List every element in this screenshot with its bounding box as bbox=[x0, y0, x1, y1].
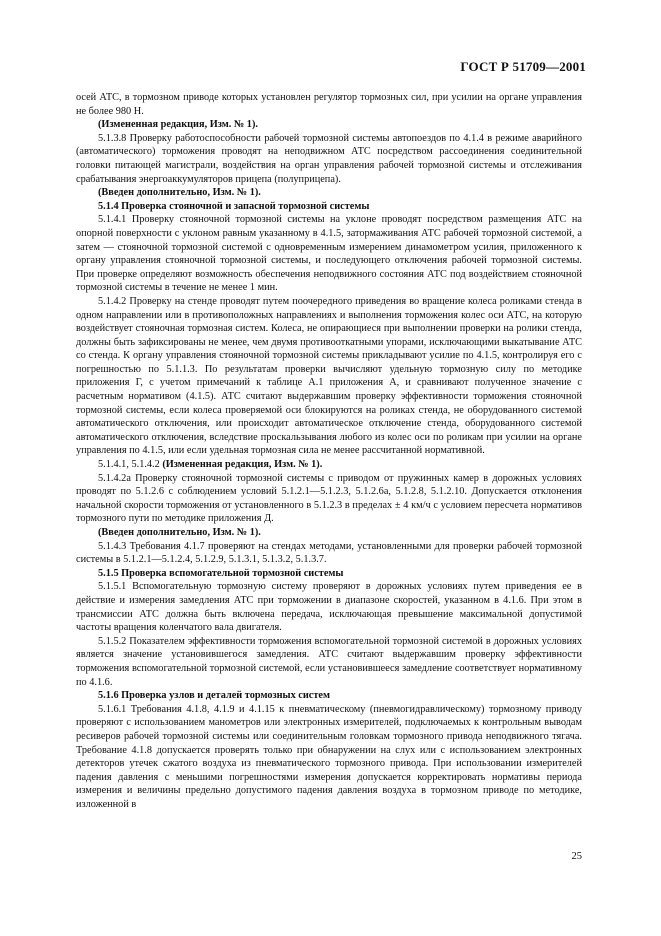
body-paragraph: 5.1.4.3 Требования 4.1.7 проверяют на стендах методами, установленными для проверки рабочей тормозной системы в 5.1.2.1—5.1.2.4, 5.1.2.9, 5.1.3.1, 5.1.3.2, 5.1.3.7. bbox=[76, 540, 582, 566]
amendment-label: (Измененная редакция, Изм. № 1). bbox=[162, 459, 323, 471]
amendment-clauses: 5.1.4.1, 5.1.4.2 bbox=[98, 459, 163, 471]
body-paragraph: 5.1.3.8 Проверку работоспособности рабочей тормозной системы автопоездов по 4.1.4 в режиме аварийного (автоматического) торможения проводят на неподвижном АТС посредством рассоединения соединительной головки питающей магистрали, воздействия на орган управления рабочей тормозной системы и отслеживания срабатывания энергоаккумуляторов прицепа (полуприцепа). bbox=[76, 132, 582, 185]
document-body bbox=[76, 91, 582, 811]
body-paragraph: 5.1.5.1 Вспомогательную тормозную систему проверяют в дорожных условиях путем приведения ее в действие и измерения замедления АТС при торможении в диапазоне скоростей, указанном в 4.1.6. При этом в трансмиссии АТС должна быть включена передача, исключающая превышение максимальной допустимой частоты вращения коленчатого вала двигателя. bbox=[76, 581, 582, 634]
bold-paragraph: 5.1.4 Проверка стояночной и запасной тормозной системы bbox=[98, 200, 370, 212]
amendment-note bbox=[76, 458, 582, 472]
bold-paragraph: 5.1.6 Проверка узлов и деталей тормозных систем bbox=[98, 690, 331, 702]
body-paragraph: 5.1.5.2 Показателем эффективности торможения вспомогательной тормозной системой в дорожных условиях является значение установившегося замедления. АТС считают выдержавшим проверку эффективности торможения вспомогательной тормозной системой, если установившееся замедление соответствует нормативному по 4.1.6. bbox=[76, 635, 582, 688]
body-paragraph: осей АТС, в тормозном приводе которых установлен регулятор тормозных сил, при усилии на органе управления не более 980 Н. bbox=[76, 92, 582, 117]
body-paragraph: 5.1.4.2 Проверку на стенде проводят путем поочередного приведения во вращение колеса роликами стенда в одном направлении или в противоположных направлениях и выполнения торможения колес оси АТС, на которую воздействует стояночная тормозная систем. Колеса, не опирающиеся при выполнении проверки на ролики стенда, должны быть зафиксированы не менее, чем двумя противооткатными упорами, исключающими выкатывание АТС со стенда. К органу управления стояночной тормозной системы прикладывают усилие по 4.1.5, контролируя его с погрешностью по 5.1.1.3. По результатам проверки вычисляют удельную тормозную силу по методике приложения Г, с учетом примечаний к таблице А.1 приложения А, и сравнивают полученное значение с расчетным нормативом (4.1.5). АТС считают выдержавшим проверку эффективности торможения стояночной тормозной системы, если колеса проверяемой оси блокируются на роликах стенда, не оборудованного системой автоматического отключения, или происходит автоматическое отключение стенда, оборудованного системой автоматического отключения, вследствие проскальзывания любого из колес оси по роликам при усилии на органе управления по 4.1.5, или если удельная тормозная сила не менее рассчитанной нормативной. bbox=[76, 295, 582, 457]
standard-header: ГОСТ Р 51709—2001 bbox=[460, 59, 586, 74]
bold-paragraph: (Измененная редакция, Изм. № 1). bbox=[98, 119, 258, 131]
bold-paragraph: (Введен дополнительно, Изм. № 1). bbox=[98, 527, 261, 538]
body-paragraph: 5.1.4.1 Проверку стояночной тормозной системы на уклоне проводят посредством размещения АТС на опорной поверхности с уклоном равным указанному в 4.1.5, затормаживания АТС рабочей тормозной системой, а затем — стояночной тормозной системой с одновременным измерением динамометром усилия, приложенного к органу управления стояночной тормозной системы, и последующего отключения рабочей тормозной системы. При проверке определяют возможность обеспечения неподвижного состояния АТС под воздействием стояночной тормозной системы в течение не менее 1 мин. bbox=[76, 214, 582, 294]
page-number: 25 bbox=[571, 851, 582, 862]
bold-paragraph: (Введен дополнительно, Изм. № 1). bbox=[98, 187, 261, 199]
body-paragraph: 5.1.4.2а Проверку стояночной тормозной системы с приводом от пружинных камер в дорожных условиях проводят по 5.1.2.6 с соблюдением условий 5.1.2.1—5.1.2.3, 5.1.2.6а, 5.1.2.8, 5.1.2.10. Допускается отклонения начальной скорости торможения от установленного в 5.1.2.3 в пределах ± 4 км/ч с условием пересчета нормативов тормозного пути по методике приложения Д. bbox=[76, 472, 582, 525]
bold-paragraph: 5.1.5 Проверка вспомогательной тормозной системы bbox=[98, 567, 344, 579]
body-paragraph: 5.1.6.1 Требования 4.1.8, 4.1.9 и 4.1.15 к пневматическому (пневмогидравлическому) тормозному приводу проверяют с использованием манометров или электронных измерителей, подключаемых к контрольным выводам ресиверов рабочей тормозной системы или соединительным головкам тормозного привода неподвижного тягача. Требование 4.1.8 допускается проверять только при обнаружении на слух или с использованием электронных детекторов утечек сжатого воздуха из пневматического тормозного привода. При использовании измерителей падения давления с меньшими погрешностями измерения допускается корректировать нормативы периода измерения и величины предельно допустимого падения давления воздуха в тормозном приводе по методике, изложенной в bbox=[76, 703, 582, 810]
